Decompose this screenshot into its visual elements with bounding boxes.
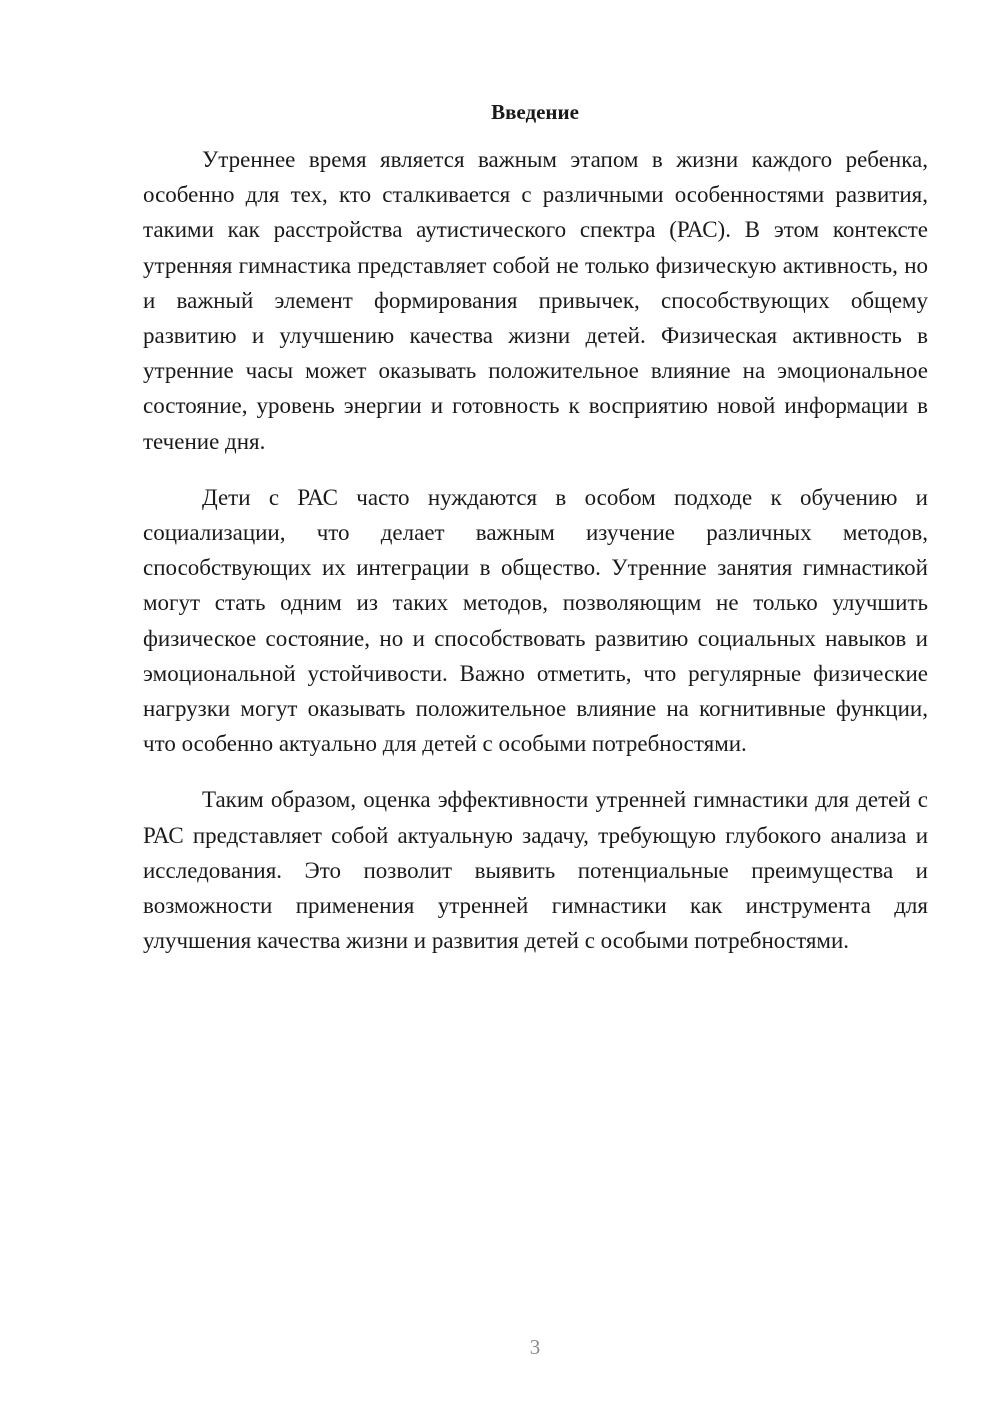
- body-text: [143, 142, 928, 979]
- paragraph-1: Утреннее время является важным этапом в жизни каждого ребенка, особенно для тех, кто сталкивается с различными особенностями развития, такими как расстройства аутистического спектра (РАС). В этом контексте утренняя гимнастика представляет собой не только физическую активность, но и важный элемент формирования привычек, способствующих общему развитию и улучшению качества жизни детей. Физическая активность в утренние часы может оказывать положительное влияние на эмоциональное состояние, уровень энергии и готовность к восприятию новой информации в течение дня.: [143, 147, 928, 454]
- paragraph-3: Таким образом, оценка эффективности утренней гимнастики для детей с РАС представляет собой актуальную задачу, требующую глубокого анализа и исследования. Это позволит выявить потенциальные преимущества и возможности применения утренней гимнастики как инструмента для улучшения качества жизни и развития детей с особыми потребностями.: [143, 787, 928, 954]
- paragraph-2: Дети с РАС часто нуждаются в особом подходе к обучению и социализации, что делает важным изучение различных методов, способствующих их интеграции в общество. Утренние занятия гимнастикой могут стать одним из таких методов, позволяющим не только улучшить физическое состояние, но и способствовать развитию социальных навыков и эмоциональной устойчивости. Важно отметить, что регулярные физические нагрузки могут оказывать положительное влияние на когнитивные функции, что особенно актуально для детей с особыми потребностями.: [143, 484, 928, 757]
- section-heading: Введение: [491, 100, 579, 124]
- page-number: 3: [529, 1335, 541, 1359]
